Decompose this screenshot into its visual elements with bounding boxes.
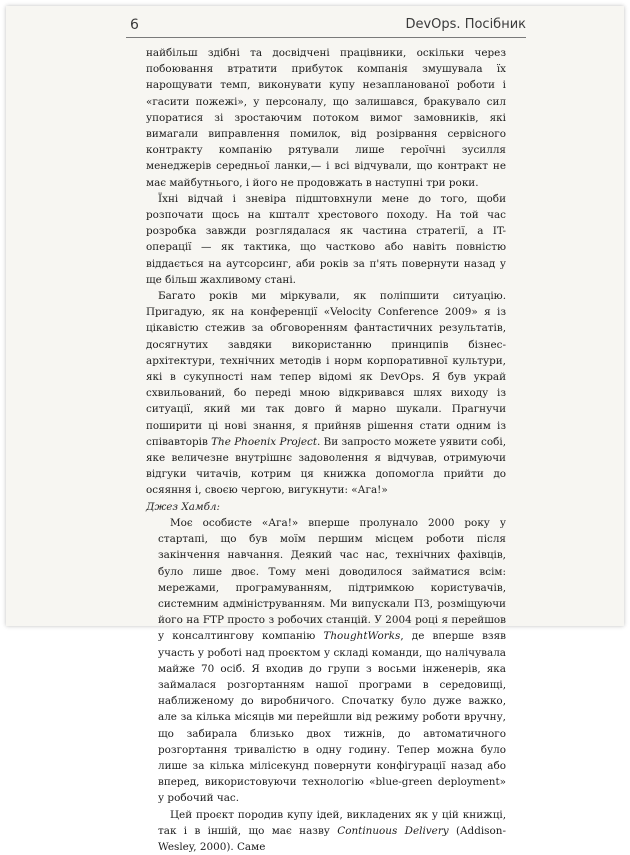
paragraph-continuation: найбільш здібні та досвідчені працівники, оскільки через побоювання втратити прибуток компанія змушувала їх нарощувати темп, виконувати купу незапланованої роботи і «гасити пожежі», у персоналу, що залишався, бракувало сил упоратися зі зростаючим потоком вимог замовників, які вимагали виправлення помилок, від розірвання сервісного контракту компанію рятували лише героїчні зусилля менеджерів середньої ланки,— і всі відчували, що контракт не має майбутнього, і його не продовжать в наступні три роки. [146, 47, 506, 189]
paragraph: Цей проєкт породив купу ідей, викладених як у цій книжці, так і в іншій, що має назву Continuous Delivery (Addison-Wesley, 2000). Саме [158, 808, 506, 853]
page-header [6, 6, 624, 40]
page-number: 6 [130, 17, 139, 33]
speaker-label: Джез Хамбл: [146, 500, 221, 513]
paragraph: Багато років ми міркували, як поліпшити ситуацію. Пригадую, як на конференції «Velocity Conference 2009» я із цікавістю стежив за обговоренням фантастичних результатів, досягнутих завдяки використанню принципів бізнес-архітектури, технічних методів і норм корпоративної культури, які в сукупності нам тепер відомі як DevOps. Я був украй схвильований, бо переді мною відкривався шлях виходу із ситуації, який ми так довго й марно шукали. Прагнучи поширити ці нові знання, я прийняв рішення стати одним із співавторів The Phoenix Project. Ви запросто можете уявити собі, яке величезне внутрішнє задоволення я відчував, отримуючи відгуки читачів, котрим ця книжка допомогла прийти до осяяння і, своєю чергою, вигукнути: «Ага!» [146, 290, 506, 497]
paragraph: Їхні відчай і зневіра підштовхнули мене до того, щоби розпочати щось на кшталт хрестового походу. На той час розробка завжди розглядалася як частина стратегії, а IT-операції — як тактика, що частково або навіть повністю віддається на аутсорсинг, аби років за п'ять повернути назад у ще більш жахливому стані. [146, 192, 506, 286]
header-rule [126, 37, 526, 38]
body-text [146, 45, 506, 855]
book-title: Continuous Delivery [337, 824, 449, 837]
book-page [6, 6, 624, 853]
speaker-block [158, 515, 506, 855]
company-name: ThoughtWorks [323, 630, 401, 643]
paragraph: Моє особисте «Ага!» вперше пролунало 2000 року у стартапі, що був моїм першим місцем роботи після закінчення навчання. Деякий час нас, технічних фахівців, було лише двоє. Тому мені доводилося займатися всім: мережами, програмуванням, підтримкою користувачів, системним адмініструванням. Ми випускали ПЗ, розміщуючи його на FTP просто з робочих станцій. У 2004 році я перейшов у консалтингову компанію ThoughtWorks, де вперше взяв участь у роботі над проєктом у складі команди, що налічувала майже 70 осіб. Я входив до групи з восьми інженерів, яка займалася розгортанням нашої програми в середовищі, наближеному до виробничого. Спочатку було дуже важко, але за кілька місяців ми перейшли від режиму роботи вручну, що забирала близько двох тижнів, до автоматичного розгортання тривалістю в одну годину. Тепер можна було лише за кілька мілісекунд повернути конфігурації назад або вперед, використовуючи технологію «blue-green deployment» у робочий час. [158, 516, 506, 805]
running-title: DevOps. Посібник [405, 17, 526, 32]
book-title: The Phoenix Project [211, 435, 318, 448]
